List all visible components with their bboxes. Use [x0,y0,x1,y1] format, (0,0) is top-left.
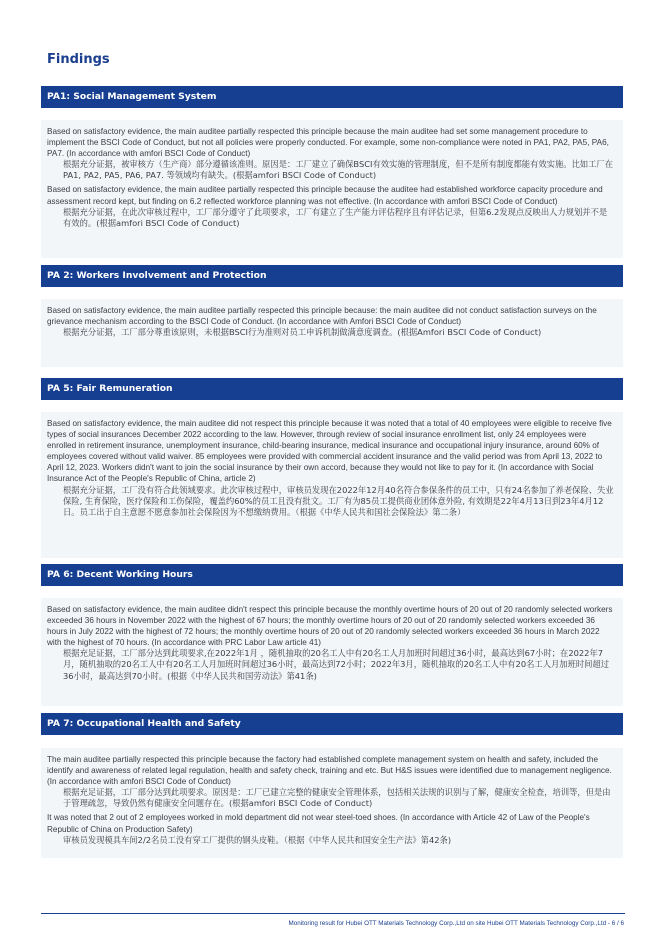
section-title-pa5: PA 5: Fair Remuneration [41,378,623,400]
section-body-pa6 [41,598,623,706]
finding-paragraph: 根据充分证据，工厂没有符合此领域要求。此次审核过程中，审核员发现在2022年12月40名符合参保条件的员工中，只有24名参加了养老保险、失业保险, 生育保险，医疗保险和工伤保险，覆盖约60%的员工且没有批文。工厂有为85员工提供商业团体意外险, 有效期是22年4月13日到23年4月12日。员工出于自主意愿不愿意参加社会保险因为不想缴纳费用。（根据《中华人民共和国社会保险法》第二条） [63,484,614,517]
page-heading: Findings [47,52,110,67]
section-body-pa1 [41,120,623,258]
section-body-pa2 [41,299,623,367]
finding-paragraph: 根据充分证据，被审核方（生产商）部分遵循该准则。原因是：工厂建立了确保BSCI有效实施的管理制度，但不是所有制度都能有效实施。比如工厂在PA1, PA2, PA5, PA6, PA7. 等领域均有缺失。(根据amfori BSCI Code of Conduct) [63,159,614,181]
section-title-pa6: PA 6: Decent Working Hours [41,564,623,586]
finding-paragraph: 根据充分证据，在此次审核过程中，工厂部分遵守了此项要求，工厂有建立了生产能力评估程序且有评估记录，但第6.2发现点反映出人力规划并不是有效的。(根据amfori BSCI Code of Conduct) [63,206,608,228]
footer-divider [41,913,625,914]
finding-paragraph: It was noted that 2 out of 2 employees worked in mold department did not wear steel-toed shoes. (In accordance with Article 42 of Law of the People's Republic of China on Production Safety) [47,813,590,834]
finding-paragraph: Based on satisfactory evidence, the main auditee partially respected this principle because the main auditee had set some management procedure to implement the BSCI Code of Conduct, but not all policies were properly conducted. For example, some non-compliance were noted in PA1, PA2, PA5, PA6, PA7. (In accordance with amfori BSCI Code of Conduct) [47,127,609,159]
finding-paragraph: 根据充分证据，工厂部分尊重该原则，未根据BSCI行为准则对员工申诉机制做满意度调查。(根据Amfori BSCI Code of Conduct) [63,327,542,338]
finding-paragraph: Based on satisfactory evidence, the main auditee partially respected this principle because: the main auditee did not conduct satisfaction surveys on the grievance mechanism according to the BSCI Code of Conduct. (In accordance with Amfori BSCI Code of Conduct) [47,306,597,327]
section-title-pa2: PA 2: Workers Involvement and Protection [41,265,623,287]
section-body-pa5 [41,412,623,558]
finding-paragraph: The main auditee partially respected this principle because the factory had established complete management system on health and safety, included the identify and awareness of related legal regulation, health and safety check, training and etc. But H&S issues were identified due to management negligence.(In accordance with amfori BSCI Code of Conduct) [47,755,612,787]
section-title-pa7: PA 7: Occupational Health and Safety [41,713,623,735]
finding-paragraph: 审核员发现模具车间2/2名员工没有穿工厂提供的钢头皮鞋。（根据《中华人民共和国安全生产法》第42条) [63,834,452,845]
finding-paragraph: Based on satisfactory evidence, the main auditee did not respect this principle because it was noted that a total of 40 employees were eligible to receive five types of social insurances December 2022 according to the law. However, through review of social insurance enrollment list, only 24 employees were enrolled in retirement insurance, unemployment insurance, child-bearing insurance, medical insurance and occupational injury insurance, around 60% of employees covered without valid waiver. 85 employees were provided with commercial accident insurance and the valid period was from April 13, 2022 to April 12, 2023. Workers didn't want to join the social insurance by their own accord, because they would not like to pay for it. (In accordance with Social Insurance Act of the People's Republic of China, article 2) [47,419,612,484]
page-footer: Monitoring result for Hubei OTT Materials Technology Corp.,Ltd on site Hubei OTT Materials Technology Corp.,Ltd - 6 / 6 [288,920,624,927]
finding-paragraph: Based on satisfactory evidence, the main auditee didn't respect this principle because the monthly overtime hours of 20 out of 20 randomly selected workers exceeded 36 hours in November 2022 with the highest of 67 hours; the monthly overtime hours of 20 out of 20 randomly selected workers exceeded 36 hours in July 2022 with the highest of 72 hours; the monthly overtime hours of 20 out of 20 randomly selected workers exceeded 36 hours in March 2022 with the highest of 70 hours. (In accordance with PRC Labor Law article 41) [47,605,613,648]
finding-paragraph: 根据充足证据，工厂部分达到此项要求。原因是：工厂已建立完整的健康安全管理体系，包括相关法规的识别与了解，健康安全检查，培训等，但是由于管理疏忽，导致仍然有健康安全问题存在。(根据amfori BSCI Code of Conduct) [63,787,611,809]
section-body-pa7 [41,748,623,858]
finding-paragraph: Based on satisfactory evidence, the main auditee partially respected this principle because the auditee had established workforce capacity procedure and assessment record kept, but finding on 6.2 reflected workforce planning was not effective. (In accordance with amfori BSCI Code of Conduct) [47,185,603,206]
section-title-pa1: PA1: Social Management System [41,86,623,108]
finding-paragraph: 根据充足证据，工厂部分达到此项要求,在2022年1月 ，随机抽取的20名工人中有20名工人月加班时间超过36小时，最高达到67小时；在2022年7月，随机抽取的20名工人中有20名工人月加班时间超过36小时，最高达到72小时；2022年3月，随机抽取的20名工人中有20名工人月加班时间超过36小时，最高达到70小时。(根据《中华人民共和国劳动法》第41条) [63,648,610,681]
